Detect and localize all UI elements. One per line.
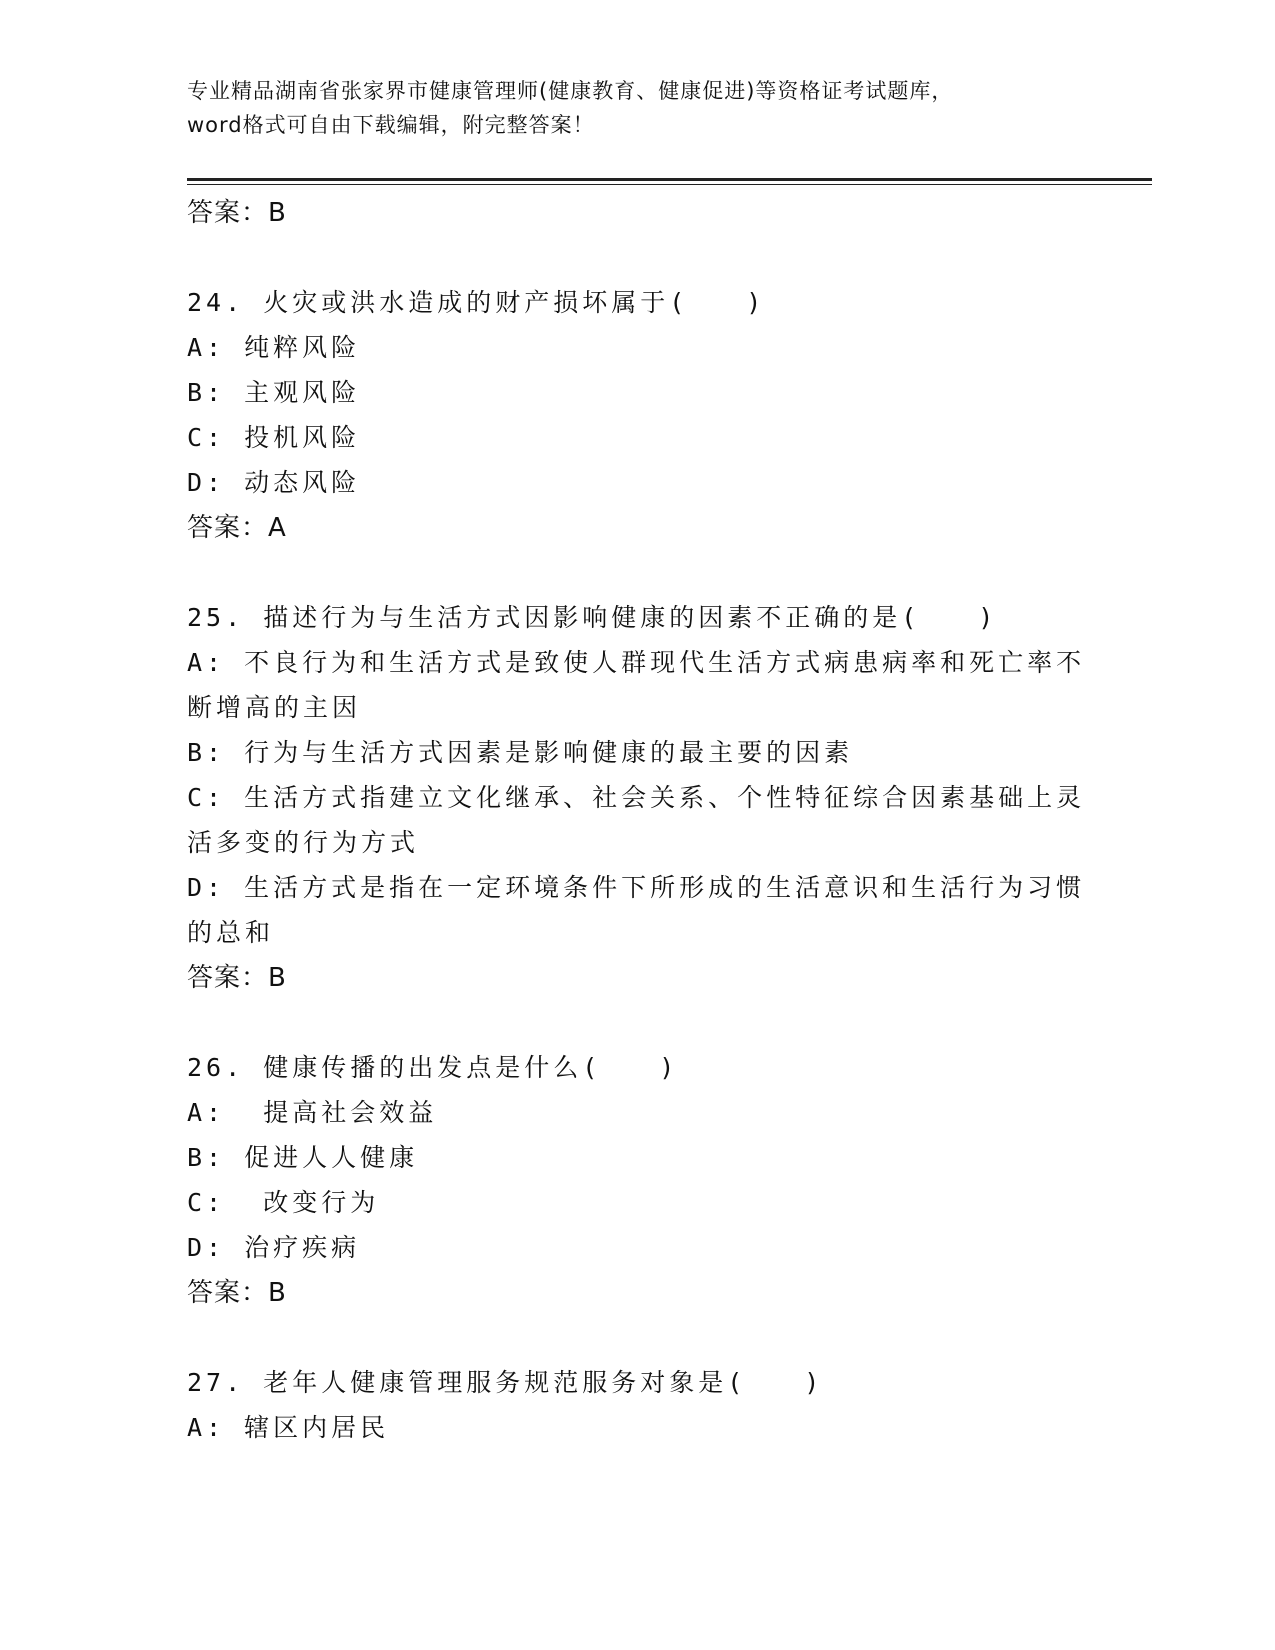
option-a: A: 辖区内居民 xyxy=(187,1413,390,1442)
option-d: D: 生活方式是指在一定环境条件下所形成的生活意识和生活行为习惯的总和 xyxy=(187,873,1086,947)
answer-line: 答案：B xyxy=(187,198,287,228)
option-a: A: 纯粹风险 xyxy=(187,333,361,362)
question-item xyxy=(187,1045,1087,1316)
question-stem: 26. 健康传播的出发点是什么( ) xyxy=(187,1053,679,1082)
answer-line: 答案：B xyxy=(187,963,287,993)
option-d: D: 动态风险 xyxy=(187,468,361,497)
option-a: A: 提高社会效益 xyxy=(187,1098,438,1127)
question-list xyxy=(187,190,1087,1450)
option-d: D: 治疗疾病 xyxy=(187,1233,361,1262)
answer-line: 答案：A xyxy=(187,513,287,543)
answer-line: 答案：B xyxy=(187,1278,287,1308)
option-b: B: 主观风险 xyxy=(187,378,361,407)
question-item xyxy=(187,1360,1087,1450)
question-item xyxy=(187,280,1087,551)
header-line-2: word格式可自由下载编辑，附完整答案！ xyxy=(187,113,595,137)
option-c: C: 投机风险 xyxy=(187,423,361,452)
option-c: C: 改变行为 xyxy=(187,1188,380,1217)
document-header xyxy=(187,74,1067,142)
header-rule-thin xyxy=(187,184,1152,185)
option-c: C: 生活方式指建立文化继承、社会关系、个性特征综合因素基础上灵活多变的行为方式 xyxy=(187,783,1086,857)
question-item xyxy=(187,595,1087,1001)
header-line-1: 专业精品湖南省张家界市健康管理师(健康教育、健康促进)等资格证考试题库， xyxy=(187,79,954,103)
question-stem: 24. 火灾或洪水造成的财产损坏属于( ) xyxy=(187,288,766,317)
option-b: B: 行为与生活方式因素是影响健康的最主要的因素 xyxy=(187,738,854,767)
question-stem: 25. 描述行为与生活方式因影响健康的因素不正确的是( ) xyxy=(187,603,998,632)
option-b: B: 促进人人健康 xyxy=(187,1143,419,1172)
header-rule-thick xyxy=(187,178,1152,181)
question-stem: 27. 老年人健康管理服务规范服务对象是( ) xyxy=(187,1368,824,1397)
option-a: A: 不良行为和生活方式是致使人群现代生活方式病患病率和死亡率不断增高的主因 xyxy=(187,648,1086,722)
